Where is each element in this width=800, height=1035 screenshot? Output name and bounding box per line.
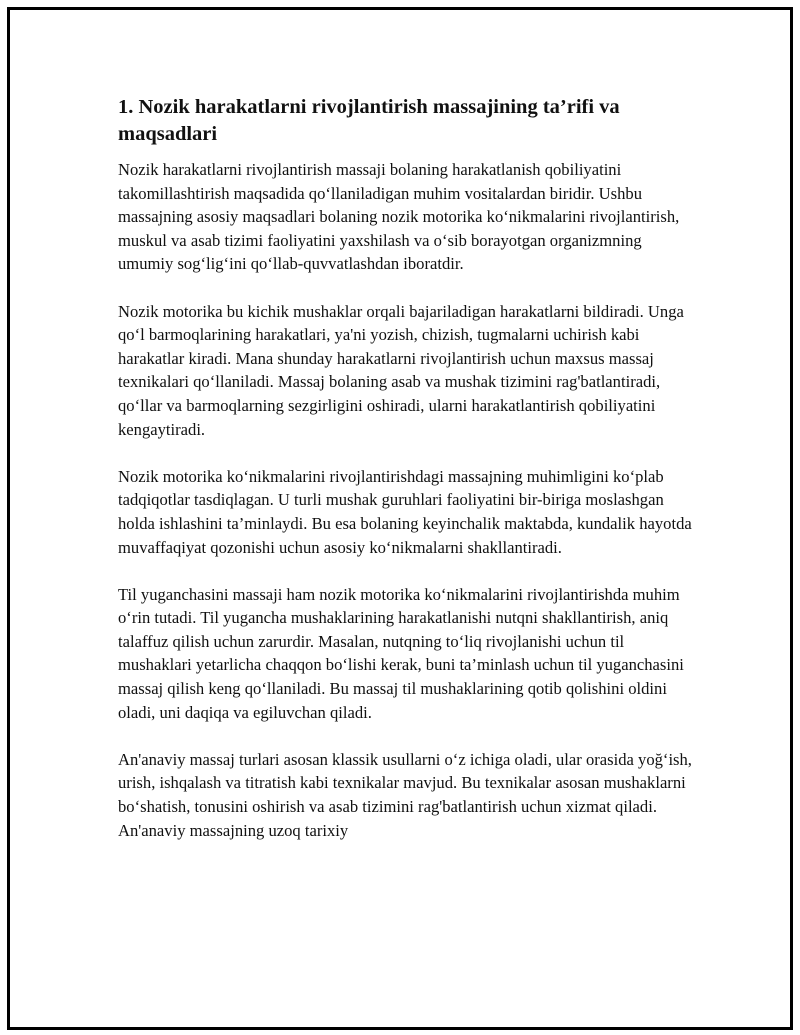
- paragraph: An'anaviy massaj turlari asosan klassik usullarni o‘z ichiga oladi, ular orasida yoğ‘ish, urish, ishqalash va titratish kabi texnikalar mavjud. Bu texnikalar asosan mushaklarni bo‘shatish, tonusini oshirish va asab tizimini rag'batlantirish uchun xizmat qiladi. An'anaviy massajning uzoq tarixiy: [118, 749, 692, 840]
- paragraph: Nozik motorika bu kichik mushaklar orqali bajariladigan harakatlarni bildiradi. Unga qo‘l barmoqlarining harakatlari, ya'ni yozish, chizish, tugmalarni uchirish kabi harakatlar kiradi. Mana shunday harakatlarni rivojlantirish uchun maxsus massaj texnikalari qo‘llaniladi. Massaj bolaning asab va mushak tizimini rag'batlantiradi, qo‘llar va barmoqlarning sezgirligini oshiradi, ularni harakatlantirish qobiliyatini kengaytiradi.: [118, 301, 684, 439]
- section-heading: 1. Nozik harakatlarni rivojlantirish massajining ta’rifi va maqsadlari: [118, 96, 620, 145]
- paragraph: Nozik motorika ko‘nikmalarini rivojlantirishdagi massajning muhimligini ko‘plab tadqiqotlar tasdiqlagan. U turli mushak guruhlari faoliyatini bir-biriga moslashgan holda ishlashini ta’minlaydi. Bu esa bolaning keyinchalik maktabda, kundalik hayotda muvaffaqiyat qozonishi uchun asosiy ko‘nikmalarni shakllantiradi.: [118, 466, 692, 557]
- paragraph: Til yuganchasini massaji ham nozik motorika ko‘nikmalarini rivojlantirishda muhim o‘rin tutadi. Til yugancha mushaklarining harakatlanishi nutqni shakllantirish, aniq talaffuz qilish uchun zarurdir. Masalan, nutqning to‘liq rivojlanishi uchun til mushaklari yetarlicha chaqqon bo‘lishi kerak, buni ta’minlash uchun til yuganchasini massaj qilish keng qo‘llaniladi. Bu massaj til mushaklarining qotib qolishini oldini oladi, uni daqiqa va egiluvchan qiladi.: [118, 584, 684, 722]
- paragraph: Nozik harakatlarni rivojlantirish massaji bolaning harakatlanish qobiliyatini takomillashtirish maqsadida qo‘llaniladigan muhim vositalardan biridir. Ushbu massajning asosiy maqsadlari bolaning nozik motorika ko‘nikmalarini rivojlantirish, muskul va asab tizimi faoliyatini yaxshilash va o‘sib borayotgan organizmning umumiy sog‘lig‘ini qo‘llab-quvvatlashdan iboratdir.: [118, 160, 680, 274]
- document-body: [118, 94, 698, 866]
